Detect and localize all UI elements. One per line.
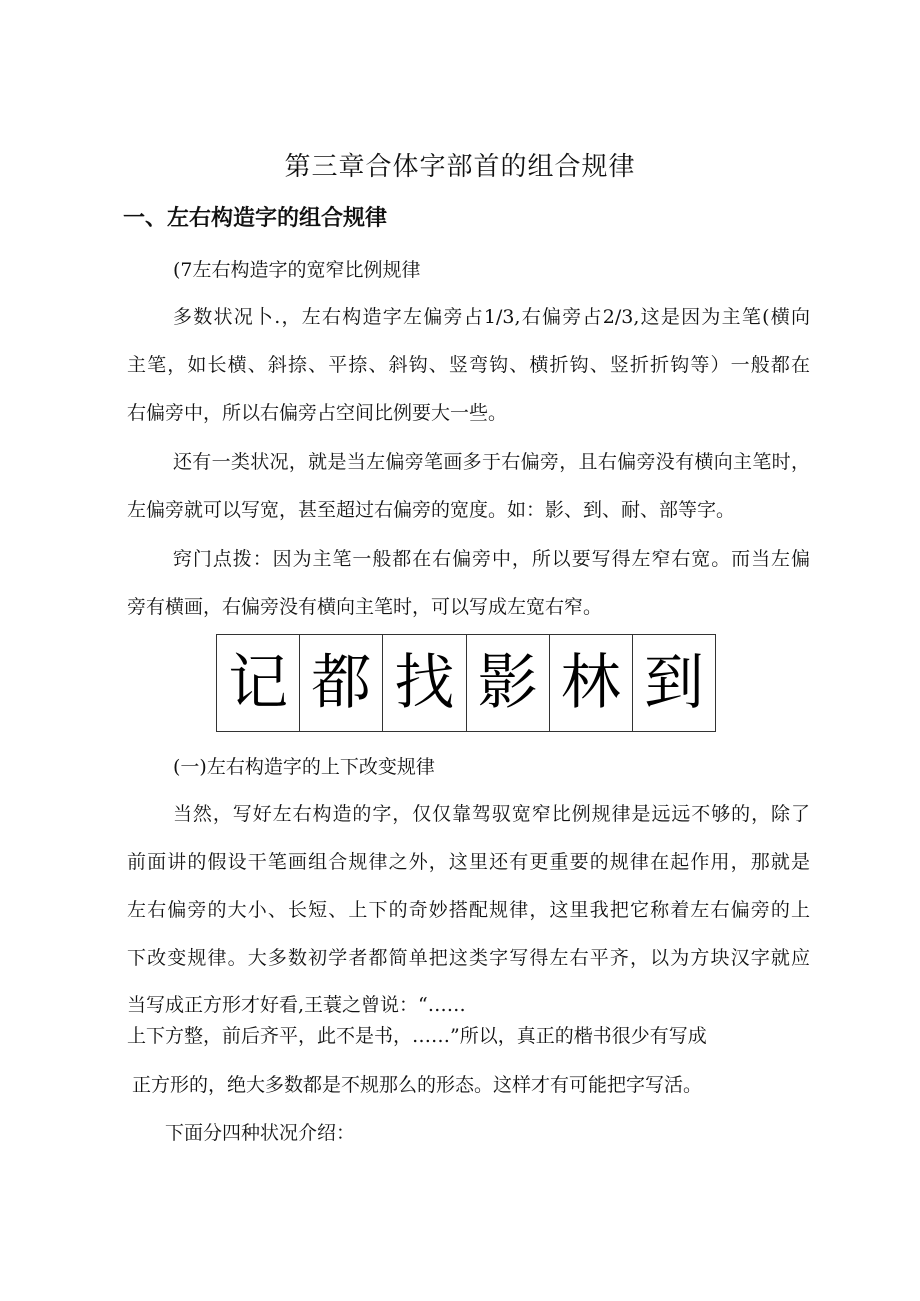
paragraph-line: 左偏旁就可以写宽，甚至超过右偏旁的宽度。如：影、到、耐、部等字。 [127, 499, 736, 521]
paragraph-line: 当写成正方形才好看,王蓑之曾说：“…… [127, 994, 466, 1016]
paragraph-line: 窍门点拨：因为主笔一般都在右偏旁中，所以要写得左窄右宽。而当左偏 [173, 548, 810, 570]
subheading-vertical-variation: (一)左右构造字的上下改变规律 [173, 756, 435, 778]
paragraph-line: 主笔，如长横、斜捺、平捺、斜钩、竖弯钩、横折钩、竖折折钩等）一般都在 [127, 354, 810, 376]
example-char: 找 [383, 635, 466, 731]
example-char: 到 [643, 648, 704, 718]
paragraph-line: 下改变规律。大多数初学者都简单把这类字写得左右平齐，以为方块汉字就应 [127, 947, 810, 969]
subheading-width-ratio: (7左右构造字的宽窄比例规律 [173, 259, 421, 281]
example-char: 都 [300, 635, 383, 731]
paragraph-line: 旁有横画，右偏旁没有横向主笔时，可以写成左宽右窄。 [127, 596, 603, 618]
paragraph-line: 前面讲的假设干笔画组合规律之外，这里还有更重要的规律在起作用，那就是 [127, 851, 810, 873]
example-character-grid [216, 634, 716, 732]
paragraph-line: 当然，写好左右构造的字，仅仅靠驾驭宽窄比例规律是远远不够的，除了 [173, 803, 810, 825]
example-char: 影 [467, 635, 550, 731]
chapter-title: 第三章合体字部首的组合规律 [284, 152, 636, 182]
paragraph-line: 右偏旁中，所以右偏旁占空间比例要大一些。 [127, 402, 508, 424]
paragraph-line: 正方形的，绝大多数都是不规那么的形态。这样才有可能把字写活。 [132, 1074, 703, 1096]
paragraph-line: 上下方整，前后齐平，此不是书，……”所以，真正的楷书很少有写成 [127, 1025, 707, 1047]
paragraph-line: 下面分四种状况介绍： [165, 1122, 356, 1144]
paragraph-line: 多数状况卜.，左右构造字左偏旁占1/3,右偏旁占2/3,这是因为主笔(横向 [173, 306, 810, 328]
paragraph-line: 还有一类状况，就是当左偏旁笔画多于右偏旁，且右偏旁没有横向主笔时， [173, 451, 810, 473]
paragraph-line: 左右偏旁的大小、长短、上下的奇妙搭配规律，这里我把它称着左右偏旁的上 [127, 899, 810, 921]
section-heading: 一、左右构造字的组合规律 [123, 206, 388, 231]
example-char: 林 [550, 635, 633, 731]
example-char: 记 [217, 635, 300, 731]
